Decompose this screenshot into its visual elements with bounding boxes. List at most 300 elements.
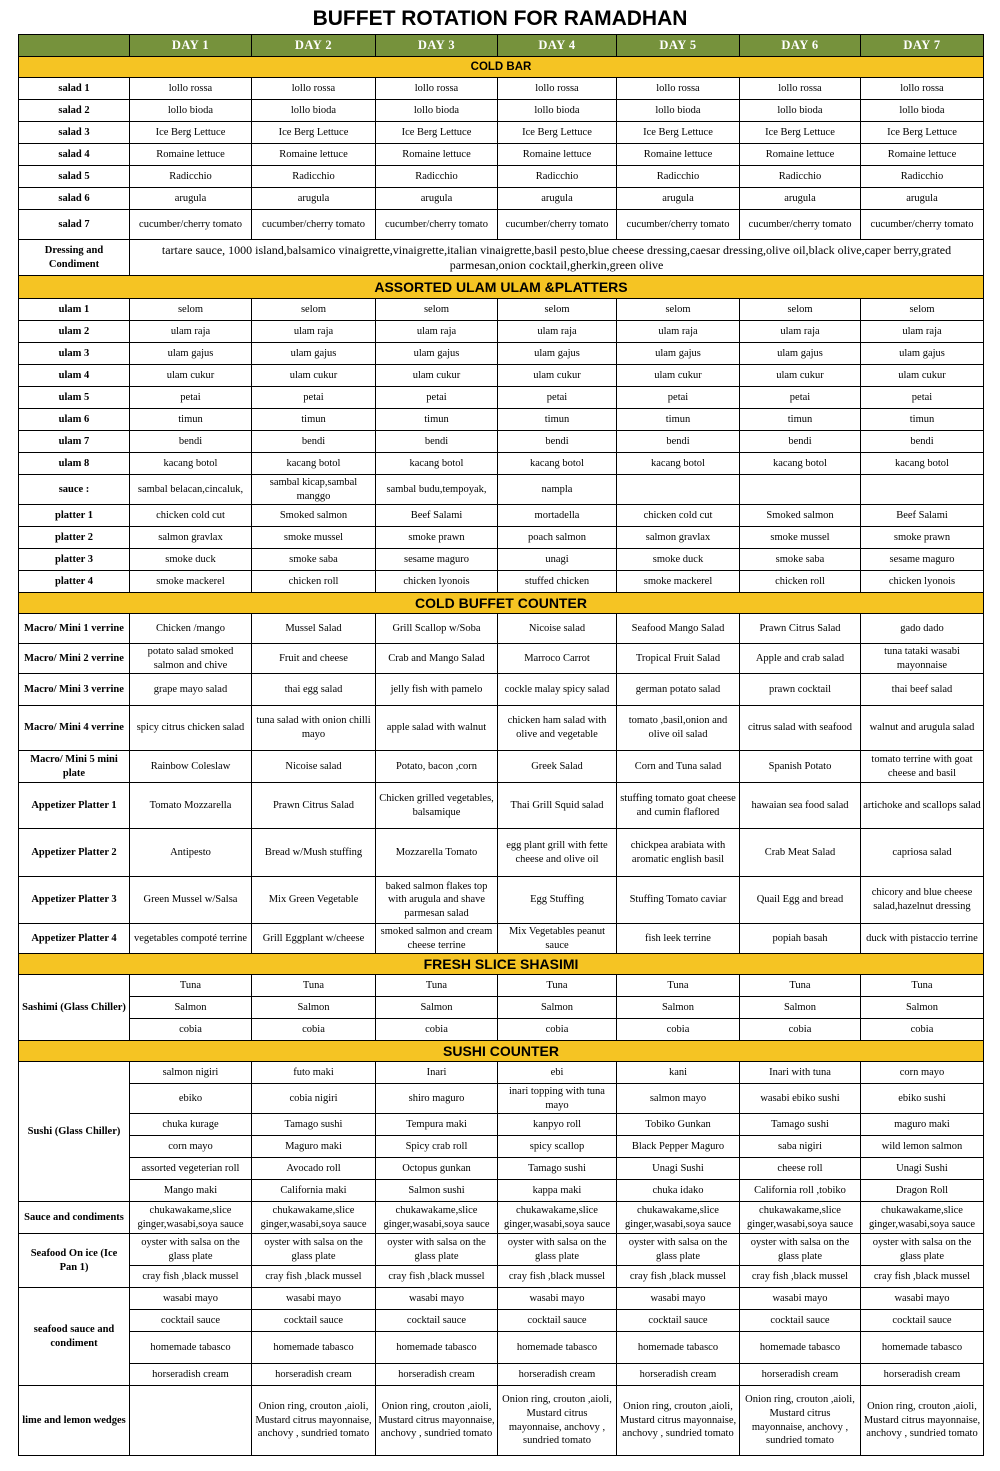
menu-cell: lollo rossa (498, 78, 617, 100)
menu-cell: spicy scallop (498, 1136, 617, 1158)
row-label: Macro/ Mini 1 verrine (19, 614, 130, 644)
menu-cell: Radicchio (498, 166, 617, 188)
menu-cell: arugula (252, 188, 376, 210)
menu-cell: cray fish ,black mussel (376, 1266, 498, 1288)
table-row (19, 706, 984, 751)
table-row (19, 100, 984, 122)
menu-cell: Ice Berg Lettuce (617, 122, 740, 144)
menu-cell: horseradish cream (617, 1364, 740, 1386)
menu-cell: cucumber/cherry tomato (130, 210, 252, 240)
menu-cell: Smoked salmon (740, 505, 861, 527)
menu-cell: homemade tabasco (252, 1332, 376, 1364)
menu-cell: kacang botol (252, 453, 376, 475)
menu-cell: smoke saba (740, 549, 861, 571)
row-label: ulam 8 (19, 453, 130, 475)
table-row (19, 505, 984, 527)
menu-cell: Onion ring, crouton ,aioli, Mustard citrus mayonnaise, anchovy , sundried tomato (376, 1386, 498, 1456)
section-title: COLD BAR (19, 57, 984, 78)
menu-cell: lollo rossa (740, 78, 861, 100)
menu-cell: cocktail sauce (252, 1310, 376, 1332)
menu-cell: ulam gajus (252, 343, 376, 365)
table-row (19, 1364, 984, 1386)
menu-cell: Tuna (130, 975, 252, 997)
table-row (19, 1114, 984, 1136)
menu-cell: Thai Grill Squid salad (498, 783, 617, 829)
menu-cell: Ice Berg Lettuce (498, 122, 617, 144)
table-row (19, 475, 984, 505)
table-row (19, 299, 984, 321)
menu-cell: homemade tabasco (861, 1332, 984, 1364)
menu-cell: cucumber/cherry tomato (252, 210, 376, 240)
menu-cell: ulam gajus (376, 343, 498, 365)
menu-cell: selom (376, 299, 498, 321)
menu-cell: Romaine lettuce (252, 144, 376, 166)
table-row (19, 1332, 984, 1364)
row-label: ulam 3 (19, 343, 130, 365)
menu-cell: nampla (498, 475, 617, 505)
menu-cell: bendi (617, 431, 740, 453)
row-label: Macro/ Mini 3 verrine (19, 674, 130, 706)
menu-cell: Avocado roll (252, 1158, 376, 1180)
menu-cell: chukawakame,slice ginger,wasabi,soya sauce (861, 1202, 984, 1234)
section-row (19, 1041, 984, 1062)
row-label: Appetizer Platter 2 (19, 829, 130, 877)
menu-cell: Romaine lettuce (376, 144, 498, 166)
menu-cell: Salmon (252, 997, 376, 1019)
menu-cell: stuffing tomato goat cheese and cumin flaflored (617, 783, 740, 829)
menu-cell: sesame maguro (861, 549, 984, 571)
menu-cell: lollo rossa (376, 78, 498, 100)
menu-cell: assorted vegeterian roll (130, 1158, 252, 1180)
table-row (19, 1180, 984, 1202)
menu-cell: selom (740, 299, 861, 321)
row-label: Appetizer Platter 4 (19, 924, 130, 954)
menu-cell: selom (861, 299, 984, 321)
menu-cell: ulam gajus (740, 343, 861, 365)
menu-cell: kanpyo roll (498, 1114, 617, 1136)
menu-cell: cobia (740, 1019, 861, 1041)
menu-cell: smoke prawn (376, 527, 498, 549)
menu-cell: wasabi mayo (252, 1288, 376, 1310)
menu-cell: Smoked salmon (252, 505, 376, 527)
menu-cell: bendi (740, 431, 861, 453)
menu-cell: Nicoise salad (252, 751, 376, 783)
menu-cell: arugula (740, 188, 861, 210)
menu-cell: oyster with salsa on the glass plate (498, 1234, 617, 1266)
menu-cell: cobia (252, 1019, 376, 1041)
menu-cell: chuka idako (617, 1180, 740, 1202)
menu-cell: kacang botol (861, 453, 984, 475)
menu-cell: kappa maki (498, 1180, 617, 1202)
table-row (19, 343, 984, 365)
menu-cell: Inari (376, 1062, 498, 1084)
row-label: lime and lemon wedges (19, 1386, 130, 1456)
menu-cell: smoke duck (130, 549, 252, 571)
table-row (19, 122, 984, 144)
row-label: salad 4 (19, 144, 130, 166)
menu-cell: ulam cukur (498, 365, 617, 387)
menu-cell: chickpea arabiata with aromatic english basil (617, 829, 740, 877)
menu-cell: Salmon (130, 997, 252, 1019)
menu-cell: ulam raja (617, 321, 740, 343)
menu-cell: smoke mackerel (130, 571, 252, 593)
menu-cell: oyster with salsa on the glass plate (740, 1234, 861, 1266)
row-label: Macro/ Mini 5 mini plate (19, 751, 130, 783)
menu-cell: chuka kurage (130, 1114, 252, 1136)
menu-cell: ulam cukur (617, 365, 740, 387)
menu-cell: ulam gajus (617, 343, 740, 365)
menu-cell: petai (498, 387, 617, 409)
menu-cell: jelly fish with pamelo (376, 674, 498, 706)
menu-cell: ulam cukur (740, 365, 861, 387)
table-row (19, 365, 984, 387)
menu-cell: California maki (252, 1180, 376, 1202)
menu-cell: horseradish cream (376, 1364, 498, 1386)
menu-cell: Grill Eggplant w/cheese (252, 924, 376, 954)
menu-cell: stuffed chicken (498, 571, 617, 593)
menu-cell: chicken lyonois (861, 571, 984, 593)
menu-cell: cobia (376, 1019, 498, 1041)
menu-cell: Beef Salami (861, 505, 984, 527)
menu-cell: horseradish cream (130, 1364, 252, 1386)
section-title: ASSORTED ULAM ULAM &PLATTERS (19, 276, 984, 299)
menu-cell: smoke duck (617, 549, 740, 571)
menu-cell: german potato salad (617, 674, 740, 706)
menu-cell: petai (252, 387, 376, 409)
menu-cell: ulam raja (252, 321, 376, 343)
menu-cell: futo maki (252, 1062, 376, 1084)
menu-cell: cobia (617, 1019, 740, 1041)
menu-cell: timun (498, 409, 617, 431)
menu-cell: cray fish ,black mussel (130, 1266, 252, 1288)
menu-cell: petai (861, 387, 984, 409)
menu-cell: horseradish cream (498, 1364, 617, 1386)
menu-cell: Maguro maki (252, 1136, 376, 1158)
row-label: salad 3 (19, 122, 130, 144)
menu-cell: ebi (498, 1062, 617, 1084)
menu-cell: Mango maki (130, 1180, 252, 1202)
menu-cell: Tuna (861, 975, 984, 997)
row-label: salad 6 (19, 188, 130, 210)
menu-cell: selom (130, 299, 252, 321)
table-row (19, 409, 984, 431)
menu-cell: tuna salad with onion chilli mayo (252, 706, 376, 751)
table-row (19, 1266, 984, 1288)
menu-cell: lollo bioda (252, 100, 376, 122)
menu-cell: cucumber/cherry tomato (861, 210, 984, 240)
menu-cell: horseradish cream (861, 1364, 984, 1386)
menu-cell: corn mayo (861, 1062, 984, 1084)
menu-cell: Ice Berg Lettuce (740, 122, 861, 144)
menu-cell: wasabi mayo (376, 1288, 498, 1310)
menu-cell: homemade tabasco (617, 1332, 740, 1364)
menu-cell: cocktail sauce (376, 1310, 498, 1332)
menu-cell: cucumber/cherry tomato (617, 210, 740, 240)
menu-cell: Tuna (498, 975, 617, 997)
menu-cell: lollo bioda (130, 100, 252, 122)
menu-cell: walnut and arugula salad (861, 706, 984, 751)
menu-cell: saba nigiri (740, 1136, 861, 1158)
menu-cell: Grill Scallop w/Soba (376, 614, 498, 644)
menu-cell: Ice Berg Lettuce (861, 122, 984, 144)
menu-cell: Chicken grilled vegetables, balsamique (376, 783, 498, 829)
table-row (19, 549, 984, 571)
row-label: Macro/ Mini 2 verrine (19, 644, 130, 674)
menu-cell: spicy citrus chicken salad (130, 706, 252, 751)
row-label: ulam 2 (19, 321, 130, 343)
menu-cell: tomato terrine with goat cheese and basil (861, 751, 984, 783)
table-row (19, 674, 984, 706)
menu-cell: cucumber/cherry tomato (498, 210, 617, 240)
menu-cell: Tamago sushi (252, 1114, 376, 1136)
row-label: Appetizer Platter 3 (19, 877, 130, 924)
section-row (19, 276, 984, 299)
table-row (19, 1062, 984, 1084)
menu-cell: arugula (376, 188, 498, 210)
menu-cell (740, 475, 861, 505)
menu-cell: ulam gajus (130, 343, 252, 365)
table-row (19, 78, 984, 100)
section-title: SUSHI COUNTER (19, 1041, 984, 1062)
menu-cell: tomato ,basil,onion and olive oil salad (617, 706, 740, 751)
menu-cell: smoke mussel (740, 527, 861, 549)
menu-cell: Fruit and cheese (252, 644, 376, 674)
menu-cell (617, 475, 740, 505)
table-row (19, 144, 984, 166)
row-label: platter 4 (19, 571, 130, 593)
menu-cell: Octopus gunkan (376, 1158, 498, 1180)
section-row (19, 57, 984, 78)
menu-cell: Mix Vegetables peanut sauce (498, 924, 617, 954)
menu-cell: homemade tabasco (740, 1332, 861, 1364)
menu-cell: cray fish ,black mussel (861, 1266, 984, 1288)
menu-cell: homemade tabasco (130, 1332, 252, 1364)
day-header: DAY 2 (252, 35, 376, 57)
menu-cell: smoke saba (252, 549, 376, 571)
menu-cell: selom (252, 299, 376, 321)
menu-cell: fish leek terrine (617, 924, 740, 954)
menu-cell: lollo bioda (861, 100, 984, 122)
menu-cell: cockle malay spicy salad (498, 674, 617, 706)
menu-cell: Ice Berg Lettuce (130, 122, 252, 144)
menu-cell: citrus salad with seafood (740, 706, 861, 751)
menu-cell: Prawn Citrus Salad (252, 783, 376, 829)
menu-cell: California roll ,tobiko (740, 1180, 861, 1202)
menu-cell: petai (376, 387, 498, 409)
table-row (19, 571, 984, 593)
corner-cell (19, 35, 130, 57)
menu-cell: ulam gajus (861, 343, 984, 365)
menu-cell: timun (740, 409, 861, 431)
menu-cell: kacang botol (130, 453, 252, 475)
menu-cell: smoke mussel (252, 527, 376, 549)
menu-cell: Salmon (498, 997, 617, 1019)
menu-cell: kacang botol (740, 453, 861, 475)
day-header-row (19, 35, 984, 57)
table-row (19, 1158, 984, 1180)
menu-cell: bendi (498, 431, 617, 453)
menu-cell: chicken cold cut (130, 505, 252, 527)
menu-cell: Tuna (252, 975, 376, 997)
menu-cell: wild lemon salmon (861, 1136, 984, 1158)
row-label: platter 3 (19, 549, 130, 571)
menu-cell: duck with pistaccio terrine (861, 924, 984, 954)
menu-cell: Green Mussel w/Salsa (130, 877, 252, 924)
menu-cell: bendi (861, 431, 984, 453)
table-row (19, 877, 984, 924)
menu-cell: Tuna (740, 975, 861, 997)
menu-cell: Tempura maki (376, 1114, 498, 1136)
menu-cell: Crab and Mango Salad (376, 644, 498, 674)
menu-cell: ulam cukur (376, 365, 498, 387)
menu-cell: chukawakame,slice ginger,wasabi,soya sauce (252, 1202, 376, 1234)
menu-cell: kacang botol (376, 453, 498, 475)
menu-cell: bendi (130, 431, 252, 453)
menu-cell: ulam raja (376, 321, 498, 343)
menu-cell: Tamago sushi (740, 1114, 861, 1136)
table-row (19, 321, 984, 343)
table-row (19, 1234, 984, 1266)
menu-cell: timun (861, 409, 984, 431)
menu-cell: selom (617, 299, 740, 321)
menu-cell: kacang botol (617, 453, 740, 475)
row-label: ulam 6 (19, 409, 130, 431)
menu-cell: cobia (498, 1019, 617, 1041)
menu-cell: Nicoise salad (498, 614, 617, 644)
menu-cell (861, 475, 984, 505)
menu-cell: salmon nigiri (130, 1062, 252, 1084)
table-row (19, 975, 984, 997)
menu-cell: Onion ring, crouton ,aioli, Mustard citrus mayonnaise, anchovy , sundried tomato (740, 1386, 861, 1456)
menu-cell: Mussel Salad (252, 614, 376, 644)
menu-cell: Salmon (740, 997, 861, 1019)
menu-cell: poach salmon (498, 527, 617, 549)
row-label: ulam 5 (19, 387, 130, 409)
table-row (19, 614, 984, 644)
menu-cell: bendi (376, 431, 498, 453)
menu-cell: cucumber/cherry tomato (376, 210, 498, 240)
menu-cell: Onion ring, crouton ,aioli, Mustard citrus mayonnaise, anchovy , sundried tomato (252, 1386, 376, 1456)
menu-cell: arugula (130, 188, 252, 210)
menu-cell: Ice Berg Lettuce (252, 122, 376, 144)
menu-cell: Romaine lettuce (498, 144, 617, 166)
menu-cell: Spanish Potato (740, 751, 861, 783)
menu-cell: ulam cukur (130, 365, 252, 387)
menu-cell: Romaine lettuce (130, 144, 252, 166)
menu-cell: Salmon (861, 997, 984, 1019)
menu-cell: ulam raja (861, 321, 984, 343)
table-row (19, 1288, 984, 1310)
menu-cell: egg plant grill with fette cheese and olive oil (498, 829, 617, 877)
menu-cell: chicken cold cut (617, 505, 740, 527)
menu-cell: lollo rossa (617, 78, 740, 100)
menu-cell: Onion ring, crouton ,aioli, Mustard citrus mayonnaise, anchovy , sundried tomato (498, 1386, 617, 1456)
menu-cell: mortadella (498, 505, 617, 527)
menu-cell: Salmon (617, 997, 740, 1019)
menu-cell: wasabi mayo (498, 1288, 617, 1310)
menu-cell: ulam cukur (861, 365, 984, 387)
menu-cell: Tropical Fruit Salad (617, 644, 740, 674)
menu-cell: sambal budu,tempoyak, (376, 475, 498, 505)
menu-cell: prawn cocktail (740, 674, 861, 706)
menu-cell: petai (130, 387, 252, 409)
menu-cell: salmon gravlax (617, 527, 740, 549)
menu-cell: salmon gravlax (130, 527, 252, 549)
menu-cell: cocktail sauce (740, 1310, 861, 1332)
menu-cell: maguro maki (861, 1114, 984, 1136)
menu-cell: cray fish ,black mussel (498, 1266, 617, 1288)
menu-cell: Apple and crab salad (740, 644, 861, 674)
menu-cell: lollo bioda (740, 100, 861, 122)
menu-cell: Onion ring, crouton ,aioli, Mustard citrus mayonnaise, anchovy , sundried tomato (617, 1386, 740, 1456)
menu-cell: ebiko sushi (861, 1084, 984, 1114)
day-header: DAY 5 (617, 35, 740, 57)
menu-cell: lollo bioda (376, 100, 498, 122)
row-label: seafood sauce and condiment (19, 1288, 130, 1386)
day-header: DAY 6 (740, 35, 861, 57)
menu-cell: wasabi ebiko sushi (740, 1084, 861, 1114)
menu-cell: Stuffing Tomato caviar (617, 877, 740, 924)
menu-cell: wasabi mayo (740, 1288, 861, 1310)
menu-cell: Inari with tuna (740, 1062, 861, 1084)
menu-cell: cray fish ,black mussel (252, 1266, 376, 1288)
menu-cell: thai beef salad (861, 674, 984, 706)
menu-cell: ulam gajus (498, 343, 617, 365)
wide-cell: tartare sauce, 1000 island,balsamico vinaigrette,vinaigrette,italian vinaigrette,basil pesto,blue cheese dressing,caesar dressing,olive oil,black olive,caper berry,grated parmesan,onion cocktail,gherkin,green olive (130, 240, 984, 276)
table-row (19, 1310, 984, 1332)
menu-cell: lollo bioda (498, 100, 617, 122)
menu-cell: smoked salmon and cream cheese terrine (376, 924, 498, 954)
menu-cell: kacang botol (498, 453, 617, 475)
table-row (19, 1386, 984, 1456)
menu-cell: cobia (861, 1019, 984, 1041)
menu-cell: Ice Berg Lettuce (376, 122, 498, 144)
row-label: ulam 4 (19, 365, 130, 387)
menu-cell: Tobiko Gunkan (617, 1114, 740, 1136)
menu-cell: timun (130, 409, 252, 431)
menu-cell: Greek Salad (498, 751, 617, 783)
row-label: sauce : (19, 475, 130, 505)
row-label: Sauce and condiments (19, 1202, 130, 1234)
menu-cell: bendi (252, 431, 376, 453)
menu-cell: apple salad with walnut (376, 706, 498, 751)
menu-cell: chicory and blue cheese salad,hazelnut dressing (861, 877, 984, 924)
menu-cell: Seafood Mango Salad (617, 614, 740, 644)
menu-cell: petai (740, 387, 861, 409)
menu-cell: chicken roll (252, 571, 376, 593)
menu-cell: Romaine lettuce (617, 144, 740, 166)
table-row (19, 527, 984, 549)
menu-cell: oyster with salsa on the glass plate (252, 1234, 376, 1266)
menu-cell: lollo bioda (617, 100, 740, 122)
menu-cell: potato salad smoked salmon and chive (130, 644, 252, 674)
menu-cell: cray fish ,black mussel (740, 1266, 861, 1288)
menu-cell: chukawakame,slice ginger,wasabi,soya sauce (498, 1202, 617, 1234)
menu-cell: horseradish cream (252, 1364, 376, 1386)
section-title: FRESH SLICE SHASIMI (19, 954, 984, 975)
table-row (19, 751, 984, 783)
table-row (19, 1019, 984, 1041)
menu-cell: Beef Salami (376, 505, 498, 527)
menu-cell: Salmon (376, 997, 498, 1019)
row-label: Appetizer Platter 1 (19, 783, 130, 829)
menu-cell: arugula (617, 188, 740, 210)
menu-cell: smoke prawn (861, 527, 984, 549)
menu-cell: timun (617, 409, 740, 431)
menu-cell: arugula (861, 188, 984, 210)
menu-cell: Radicchio (252, 166, 376, 188)
menu-cell: oyster with salsa on the glass plate (617, 1234, 740, 1266)
